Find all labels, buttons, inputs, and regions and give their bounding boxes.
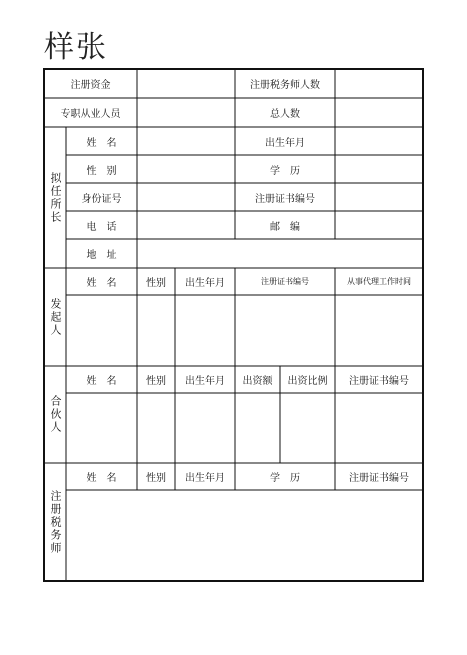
- director-address-label: 地 址: [86, 250, 117, 261]
- founders-col-cert: 注册证书编号: [261, 277, 309, 286]
- director-postcode-label: 邮 编: [270, 221, 300, 233]
- director-address-field[interactable]: [137, 239, 423, 268]
- partners-col-investment: 出资额: [242, 376, 273, 387]
- ctas-col-education: 学 历: [270, 473, 300, 484]
- ctas-section-label: 注册税务师: [49, 489, 62, 555]
- director-cert-label: 注册证书编号: [255, 193, 315, 205]
- director-section-label: 拟任所长: [49, 171, 62, 224]
- page-title: 样张: [44, 30, 108, 65]
- founders-section-label: 发起人: [49, 297, 62, 337]
- ctas-col-name: 姓 名: [86, 473, 117, 484]
- partners-col-birth: 出生年月: [185, 376, 225, 387]
- director-name-label: 姓 名: [86, 137, 117, 149]
- director-education-label: 学 历: [270, 165, 300, 177]
- director-birth-label: 出生年月: [265, 137, 305, 149]
- cta-count-value-field[interactable]: [335, 69, 423, 98]
- partners-col-cert: 注册证书编号: [349, 376, 409, 387]
- partners-col-name: 姓 名: [86, 376, 117, 387]
- staff-value-field[interactable]: [137, 98, 235, 127]
- founders-col-name: 姓 名: [86, 278, 117, 289]
- ctas-col-birth: 出生年月: [185, 473, 225, 484]
- capital-value-field[interactable]: [137, 69, 235, 98]
- founders-col-agency-time: 从事代理工作时间: [347, 277, 411, 286]
- founders-col-gender: 性别: [146, 278, 166, 289]
- partners-section-label: 合伙人: [49, 395, 62, 434]
- director-gender-label: 性 别: [86, 165, 117, 177]
- capital-label: 注册资金: [70, 80, 111, 91]
- director-id-label: 身份证号: [81, 193, 122, 205]
- total-label: 总人数: [270, 109, 300, 120]
- ctas-col-cert: 注册证书编号: [349, 473, 409, 484]
- founders-col-birth: 出生年月: [185, 278, 225, 289]
- partners-col-ratio: 出资比例: [287, 376, 328, 387]
- partners-col-gender: 性别: [146, 376, 166, 387]
- staff-label: 专职从业人员: [60, 109, 121, 120]
- ctas-col-gender: 性别: [146, 473, 166, 484]
- director-phone-label: 电 话: [86, 221, 117, 233]
- total-value-field[interactable]: [335, 98, 423, 127]
- cta-count-label: 注册税务师人数: [250, 80, 320, 91]
